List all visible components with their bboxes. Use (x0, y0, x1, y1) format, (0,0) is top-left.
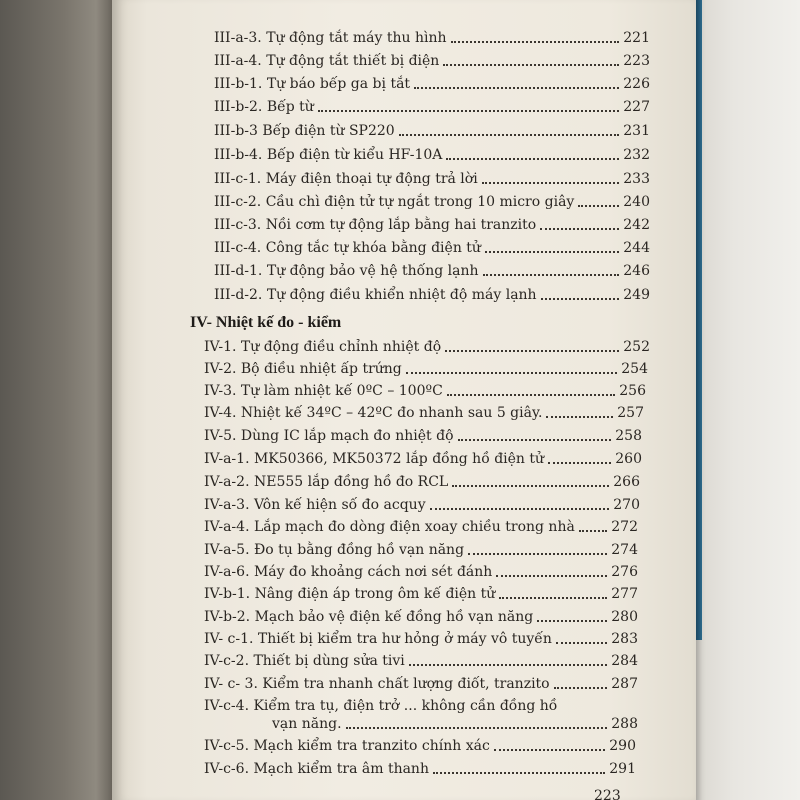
toc-entry-label: IV- c-1. Thiết bị kiểm tra hư hỏng ở máy vô tuyến (204, 631, 552, 647)
toc-entry-iv-c-3 (204, 676, 638, 693)
toc-entry-page: 227 (623, 99, 650, 115)
toc-entry-label: IV-c-6. Mạch kiểm tra âm thanh (204, 761, 429, 777)
toc-entry-iv-a-5 (204, 542, 638, 559)
toc-entry-page: 290 (609, 738, 636, 754)
leader-dots (468, 553, 607, 555)
toc-entry-iii-d-2 (214, 287, 650, 304)
leader-dots (537, 620, 607, 622)
toc-entry-iv-1 (204, 339, 650, 356)
leader-dots (554, 687, 608, 689)
toc-entry-label: IV-5. Dùng IC lắp mạch đo nhiệt độ (204, 428, 454, 444)
toc-entry-iv-b-1 (204, 586, 638, 603)
leader-dots (546, 416, 613, 418)
toc-entry-iii-c-2 (214, 194, 650, 211)
book-page (112, 0, 696, 800)
toc-entry-page: 226 (623, 76, 650, 92)
toc-entry-page: 240 (623, 194, 650, 210)
toc-entry-page: 284 (611, 653, 638, 669)
toc-entry-page: 223 (623, 53, 650, 69)
toc-entry-iii-c-3 (214, 217, 650, 234)
toc-entry-label: IV-2. Bộ điều nhiệt ấp trứng (204, 361, 402, 377)
toc-entry-label: III-c-4. Công tắc tự khóa bằng điện tử (214, 240, 481, 256)
toc-entry-label: IV-b-2. Mạch bảo vệ điện kế đồng hồ vạn năng (204, 609, 534, 625)
toc-entry-label: III-d-1. Tự động bảo vệ hệ thống lạnh (214, 263, 479, 279)
toc-entry-page: 232 (623, 147, 650, 163)
toc-entry-iv-a-2 (204, 474, 640, 491)
toc-entry-label: IV-3. Tự làm nhiệt kế 0ºC – 100ºC (204, 383, 443, 399)
toc-entry-label: IV-c-4. Kiểm tra tụ, điện trở ... không cần đồng hồ (204, 698, 558, 714)
leader-dots (578, 205, 619, 207)
toc-entry-iv-c-2 (204, 653, 638, 670)
toc-entry-page: 291 (609, 761, 636, 777)
leader-dots (556, 642, 607, 644)
toc-entry-iii-a-3 (214, 30, 650, 47)
toc-entry-iv-c-4-line1 (204, 698, 638, 715)
toc-entry-label: IV-a-6. Máy đo khoảng cách nơi sét đánh (204, 564, 493, 580)
toc-entry-iii-b-3 (214, 123, 650, 140)
toc-entry-iii-b-4 (214, 147, 650, 164)
toc-entry-page: 221 (623, 30, 650, 46)
toc-entry-iv-c-1 (204, 631, 638, 648)
leader-dots (499, 597, 607, 599)
toc-entry-iv-b-2 (204, 609, 638, 626)
toc-entry-page: 274 (611, 542, 638, 558)
toc-entry-page: 287 (611, 676, 638, 692)
toc-entry-page: 244 (623, 240, 650, 256)
toc-entry-iv-5 (204, 428, 642, 445)
toc-entry-page: 233 (623, 171, 650, 187)
toc-entry-label: III-a-3. Tự động tắt máy thu hình (214, 30, 447, 46)
toc-entry-page: 272 (611, 519, 638, 535)
toc-entry-iv-c-4-line2 (272, 716, 638, 733)
leader-dots (445, 350, 619, 352)
toc-entry-page: 266 (613, 474, 640, 490)
toc-entry-label: III-c-1. Máy điện thoại tự động trả lời (214, 171, 478, 187)
toc-entry-page: 288 (611, 716, 638, 732)
page-number: 223 (594, 788, 621, 800)
leader-dots (579, 530, 607, 532)
toc-entry-label: IV-a-1. MK50366, MK50372 lắp đồng hồ điện tử (204, 451, 545, 467)
toc-entry-iii-b-1 (214, 76, 650, 93)
toc-entry-iv-c-6 (204, 761, 636, 778)
toc-entry-iii-d-1 (214, 263, 650, 280)
toc-entry-iv-a-4 (204, 519, 638, 536)
toc-entry-iv-a-1 (204, 451, 642, 468)
leader-dots (430, 508, 610, 510)
leader-dots (409, 664, 607, 666)
toc-entry-page: 258 (615, 428, 642, 444)
toc-entry-page: 231 (623, 123, 650, 139)
leader-dots (318, 110, 619, 112)
leader-dots (548, 462, 611, 464)
toc-entry-label: III-c-3. Nồi cơm tự động lắp bằng hai tranzito (214, 217, 537, 233)
toc-entry-page: 260 (615, 451, 642, 467)
leader-dots (496, 575, 607, 577)
toc-entry-page: 256 (619, 383, 646, 399)
toc-entry-label: III-b-3 Bếp điện từ SP220 (214, 123, 395, 139)
toc-entry-iv-c-5 (204, 738, 636, 755)
toc-entry-page: 242 (623, 217, 650, 233)
toc-entry-label: IV-4. Nhiệt kế 34ºC – 42ºC đo nhanh sau 5 giây. (204, 405, 543, 421)
toc-entry-label: IV-a-4. Lắp mạch đo dòng điện xoay chiều trong nhà (204, 519, 575, 535)
toc-entry-label: IV-a-2. NE555 lắp đồng hồ đo RCL (204, 474, 449, 490)
toc-entry-page: 254 (621, 361, 648, 377)
leader-dots (540, 228, 619, 230)
leader-dots (541, 298, 620, 300)
toc-entry-label: IV-a-3. Vôn kế hiện số đo acquy (204, 497, 426, 513)
toc-entry-page: 252 (623, 339, 650, 355)
leader-dots (482, 182, 620, 184)
toc-entry-iv-4 (204, 405, 644, 422)
toc-entry-label: IV-a-5. Đo tụ bằng đồng hồ vạn năng (204, 542, 465, 558)
section-heading-iv: IV- Nhiệt kế đo - kiểm (190, 314, 342, 331)
toc-entry-iv-a-3 (204, 497, 640, 514)
leader-dots (406, 372, 618, 374)
toc-entry-iii-c-1 (214, 171, 650, 188)
leader-dots (433, 772, 605, 774)
toc-entry-page: 276 (611, 564, 638, 580)
toc-entry-iv-2 (204, 361, 648, 378)
toc-entry-label: III-b-1. Tự báo bếp ga bị tắt (214, 76, 411, 92)
toc-entry-label: III-b-2. Bếp từ (214, 99, 314, 115)
toc-entry-label: III-d-2. Tự động điều khiển nhiệt độ máy lạnh (214, 287, 537, 303)
leader-dots (458, 439, 612, 441)
leader-dots (483, 274, 620, 276)
toc-entry-label: IV-c-5. Mạch kiểm tra tranzito chính xác (204, 738, 490, 754)
toc-entry-iv-a-6 (204, 564, 638, 581)
toc-entry-label: IV-b-1. Nâng điện áp trong ôm kế điện tử (204, 586, 496, 602)
toc-entry-label: III-c-2. Cầu chì điện tử tự ngắt trong 10 micro giây (214, 194, 575, 210)
toc-entry-label: IV- c- 3. Kiểm tra nhanh chất lượng điốt, tranzito (204, 676, 550, 692)
toc-entry-iv-3 (204, 383, 646, 400)
toc-entry-page: 277 (611, 586, 638, 602)
leader-dots (399, 134, 620, 136)
toc-entry-page: 249 (623, 287, 650, 303)
leader-dots (452, 485, 609, 487)
toc-entry-iii-a-4 (214, 53, 650, 70)
toc-entry-iii-c-4 (214, 240, 650, 257)
toc-entry-label: IV-c-2. Thiết bị dùng sửa tivi (204, 653, 405, 669)
leader-dots (447, 394, 615, 396)
toc-entry-label: vạn năng. (272, 716, 342, 732)
leader-dots (451, 41, 620, 43)
leader-dots (346, 727, 608, 729)
leader-dots (485, 251, 619, 253)
next-page-edge (690, 0, 800, 800)
toc-entry-label: III-a-4. Tự động tắt thiết bị điện (214, 53, 440, 69)
toc-entry-page: 257 (617, 405, 644, 421)
toc-entry-label: IV-1. Tự động điều chỉnh nhiệt độ (204, 339, 442, 355)
toc-entry-page: 283 (611, 631, 638, 647)
toc-entry-page: 246 (623, 263, 650, 279)
leader-dots (446, 158, 619, 160)
leader-dots (494, 749, 605, 751)
toc-entry-label: III-b-4. Bếp điện từ kiểu HF-10A (214, 147, 443, 163)
toc-entry-page: 280 (611, 609, 638, 625)
toc-entry-page: 270 (613, 497, 640, 513)
toc-entry-iii-b-2 (214, 99, 650, 116)
table-of-contents (112, 0, 696, 800)
leader-dots (443, 64, 619, 66)
leader-dots (414, 87, 619, 89)
